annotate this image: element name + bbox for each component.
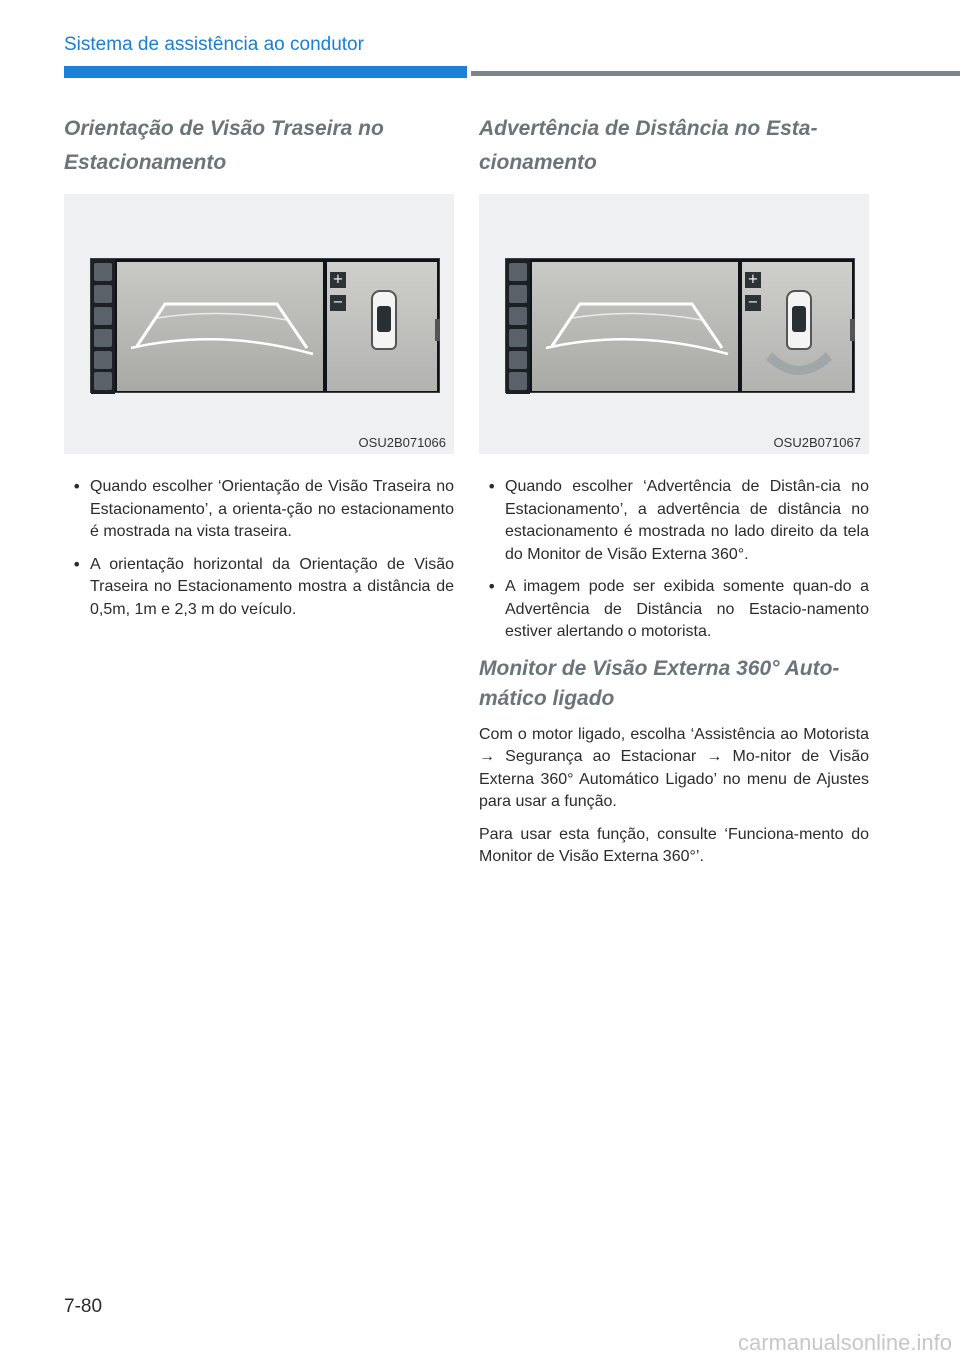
- list-item: • A imagem pode ser exibida somente quan-do a Advertência de Distância no Estacio-namento estiver alertando o motorista.: [479, 576, 869, 644]
- paragraph: Para usar esta função, consulte ‘Funciona-mento do Monitor de Visão Externa 360°’.: [479, 825, 869, 865]
- screen-toolbar: [506, 259, 530, 394]
- vehicle-icon: [786, 290, 812, 350]
- bullet-list: [64, 476, 454, 621]
- home-icon: [509, 263, 527, 281]
- side-panel-handle[interactable]: [850, 319, 855, 341]
- rear-camera-view: [117, 262, 323, 391]
- parking-guidelines-icon: [117, 262, 323, 391]
- vehicle-icon: [371, 290, 397, 350]
- figure-code: OSU2B071067: [773, 435, 861, 450]
- screen-toolbar: [91, 259, 115, 394]
- rear-camera-view: [532, 262, 738, 391]
- camera-view-icon: [509, 329, 527, 347]
- watermark: carmanualsonline.info: [737, 1330, 952, 1355]
- home-icon: [94, 263, 112, 281]
- left-column: [64, 112, 454, 631]
- header-bar-accent: [64, 66, 467, 78]
- camera-view-icon: [509, 285, 527, 303]
- bullet-list: [479, 476, 869, 644]
- infotainment-screen: [505, 258, 855, 393]
- zoom-out-button[interactable]: −: [330, 295, 346, 311]
- camera-view-icon: [94, 351, 112, 369]
- subsection-title-auto-360-monitor: Monitor de Visão Externa 360° Auto-mático ligado: [479, 656, 840, 710]
- settings-icon: [509, 372, 527, 390]
- figure-code: OSU2B071066: [358, 435, 446, 450]
- section-title-parking-distance-warning: Advertência de Distância no Esta-cionamento: [479, 117, 818, 174]
- infotainment-screen: [90, 258, 440, 393]
- camera-view-icon: [509, 351, 527, 369]
- chapter-title: Sistema de assistência ao condutor: [64, 34, 364, 55]
- figure-parking-distance-warning: [479, 194, 869, 454]
- list-item: • Quando escolher ‘Orientação de Visão Traseira no Estacionamento’, a orienta-ção no estacionamento é mostrada na vista traseira.: [64, 476, 454, 544]
- zoom-in-button[interactable]: +: [745, 272, 761, 288]
- top-view: [327, 262, 437, 391]
- right-column: [479, 112, 869, 869]
- top-view: [742, 262, 852, 391]
- zoom-out-button[interactable]: −: [745, 295, 761, 311]
- paragraph: Com o motor ligado, escolha ‘Assistência ao Motorista → Segurança ao Estacionar → Mo-nitor de Visão Externa 360° Automático Ligado’ no menu de Ajustes para usar a função.: [479, 725, 869, 810]
- list-item: • A orientação horizontal da Orientação de Visão Traseira no Estacionamento mostra a distância de 0,5m, 1m e 2,3 m do veículo.: [64, 554, 454, 622]
- list-item: • Quando escolher ‘Advertência de Distân-cia no Estacionamento’, a advertência de distância no estacionamento é mostrada no lado direito da tela do Monitor de Visão Externa 360°.: [479, 476, 869, 566]
- section-title-rear-view-guidance: Orientação de Visão Traseira no Estacionamento: [64, 117, 384, 174]
- side-panel-handle[interactable]: [435, 319, 440, 341]
- camera-view-icon: [509, 307, 527, 325]
- camera-view-icon: [94, 307, 112, 325]
- header-bar-rule: [471, 71, 960, 76]
- page-number: 7-80: [64, 1296, 103, 1317]
- figure-rear-view-guidance: [64, 194, 454, 454]
- zoom-in-button[interactable]: +: [330, 272, 346, 288]
- parking-guidelines-icon: [532, 262, 738, 391]
- settings-icon: [94, 372, 112, 390]
- camera-view-icon: [94, 285, 112, 303]
- camera-view-icon: [94, 329, 112, 347]
